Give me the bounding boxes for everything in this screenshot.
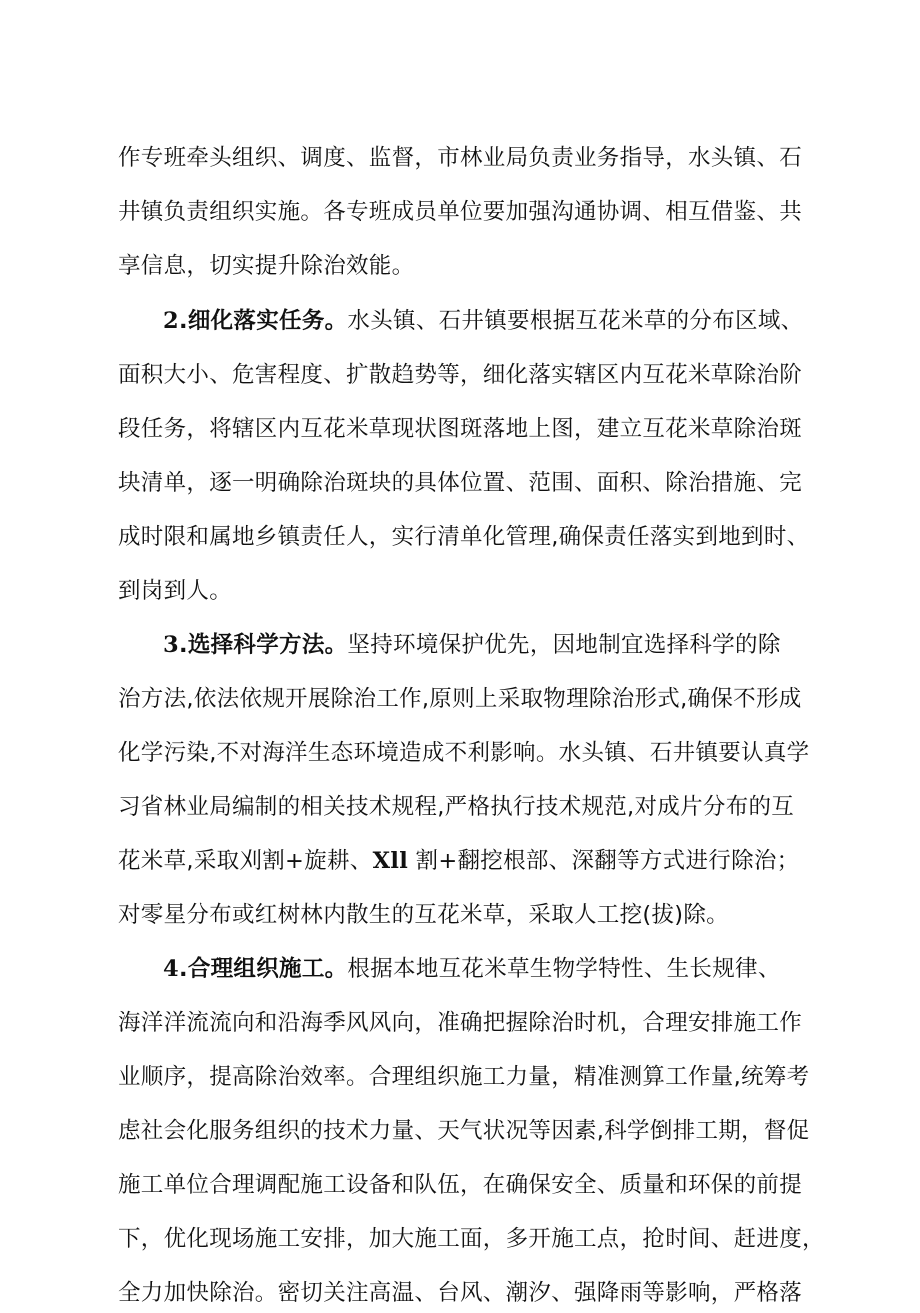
paragraph-3-line-4: 习省林业局编制的相关技术规程,严格执行技术规范,对成片分布的互 xyxy=(118,794,795,820)
paragraph-4-line-5: 施工单位合理调配施工设备和队伍，在确保安全、质量和环保的前提 xyxy=(118,1172,803,1198)
paragraph-2-line-5: 成时限和属地乡镇责任人，实行清单化管理,确保责任落实到地到时、 xyxy=(118,524,810,550)
paragraph-1-line-3: 享信息，切实提升除治效能。 xyxy=(118,253,415,279)
paragraph-2-line-3: 段任务，将辖区内互花米草现状图斑落地上图，建立互花米草除治斑 xyxy=(118,416,803,442)
paragraph-3-line-5-text-b: 割+翻挖根部、深翻等方式进行除治； xyxy=(408,848,800,874)
paragraph-3-line-5-latin: Xll xyxy=(372,848,409,874)
paragraph-2-line-6: 到岗到人。 xyxy=(118,578,233,604)
paragraph-4-line-7: 全力加快除治。密切关注高温、台风、潮汐、强降雨等影响，严格落 xyxy=(118,1280,803,1306)
paragraph-2-number: 2 xyxy=(163,308,179,334)
paragraph-1-line-2: 井镇负责组织实施。各专班成员单位要加强沟通协调、相互借鉴、共 xyxy=(118,199,803,225)
paragraph-4-line-2: 海洋洋流流向和沿海季风风向，准确把握除治时机，合理安排施工作 xyxy=(118,1010,803,1036)
paragraph-2-first-line xyxy=(163,301,883,341)
paragraph-4-first-line xyxy=(163,949,883,989)
paragraph-1-line-1: 作专班牵头组织、调度、监督，市林业局负责业务指导，水头镇、石 xyxy=(118,145,803,171)
paragraph-2-line-2: 面积大小、危害程度、扩散趋势等，细化落实辖区内互花米草除治阶 xyxy=(118,362,803,388)
paragraph-3-line-5-text-a: 花米草,采取刈割+旋耕、 xyxy=(118,848,373,874)
paragraph-4-first-line-text: 根据本地互花米草生物学特性、生长规律、 xyxy=(347,956,781,982)
paragraph-3-line-3: 化学污染,不对海洋生态环境造成不利影响。水头镇、石井镇要认真学 xyxy=(118,740,810,766)
paragraph-4-line-4: 虑社会化服务组织的技术力量、天气状况等因素,科学倒排工期，督促 xyxy=(118,1118,810,1144)
paragraph-3-line-5 xyxy=(118,841,838,881)
paragraph-2-heading: .细化落实任务。 xyxy=(178,308,348,334)
paragraph-3-line-2: 治方法,依法依规开展除治工作,原则上采取物理除治形式,确保不形成 xyxy=(118,686,802,712)
paragraph-3-line-6: 对零星分布或红树林内散生的互花米草，采取人工挖(拔)除。 xyxy=(118,902,729,928)
paragraph-4-heading: .合理组织施工。 xyxy=(178,956,348,982)
paragraph-4-number: 4 xyxy=(163,956,179,982)
paragraph-2-first-line-text: 水头镇、石井镇要根据互花米草的分布区域、 xyxy=(347,308,804,334)
paragraph-3-first-line-text: 坚持环境保护优先，因地制宜选择科学的除 xyxy=(347,632,781,658)
paragraph-3-heading: .选择科学方法。 xyxy=(178,632,348,658)
paragraph-4-line-3: 业顺序，提高除治效率。合理组织施工力量，精准测算工作量,统筹考 xyxy=(118,1064,810,1090)
paragraph-4-line-6: 下，优化现场施工安排，加大施工面，多开施工点，抢时间、赶进度， xyxy=(118,1226,825,1252)
paragraph-3-number: 3 xyxy=(163,632,179,658)
paragraph-3-first-line xyxy=(163,625,883,665)
paragraph-2-line-4: 块清单，逐一明确除治斑块的具体位置、范围、面积、除治措施、完 xyxy=(118,470,803,496)
